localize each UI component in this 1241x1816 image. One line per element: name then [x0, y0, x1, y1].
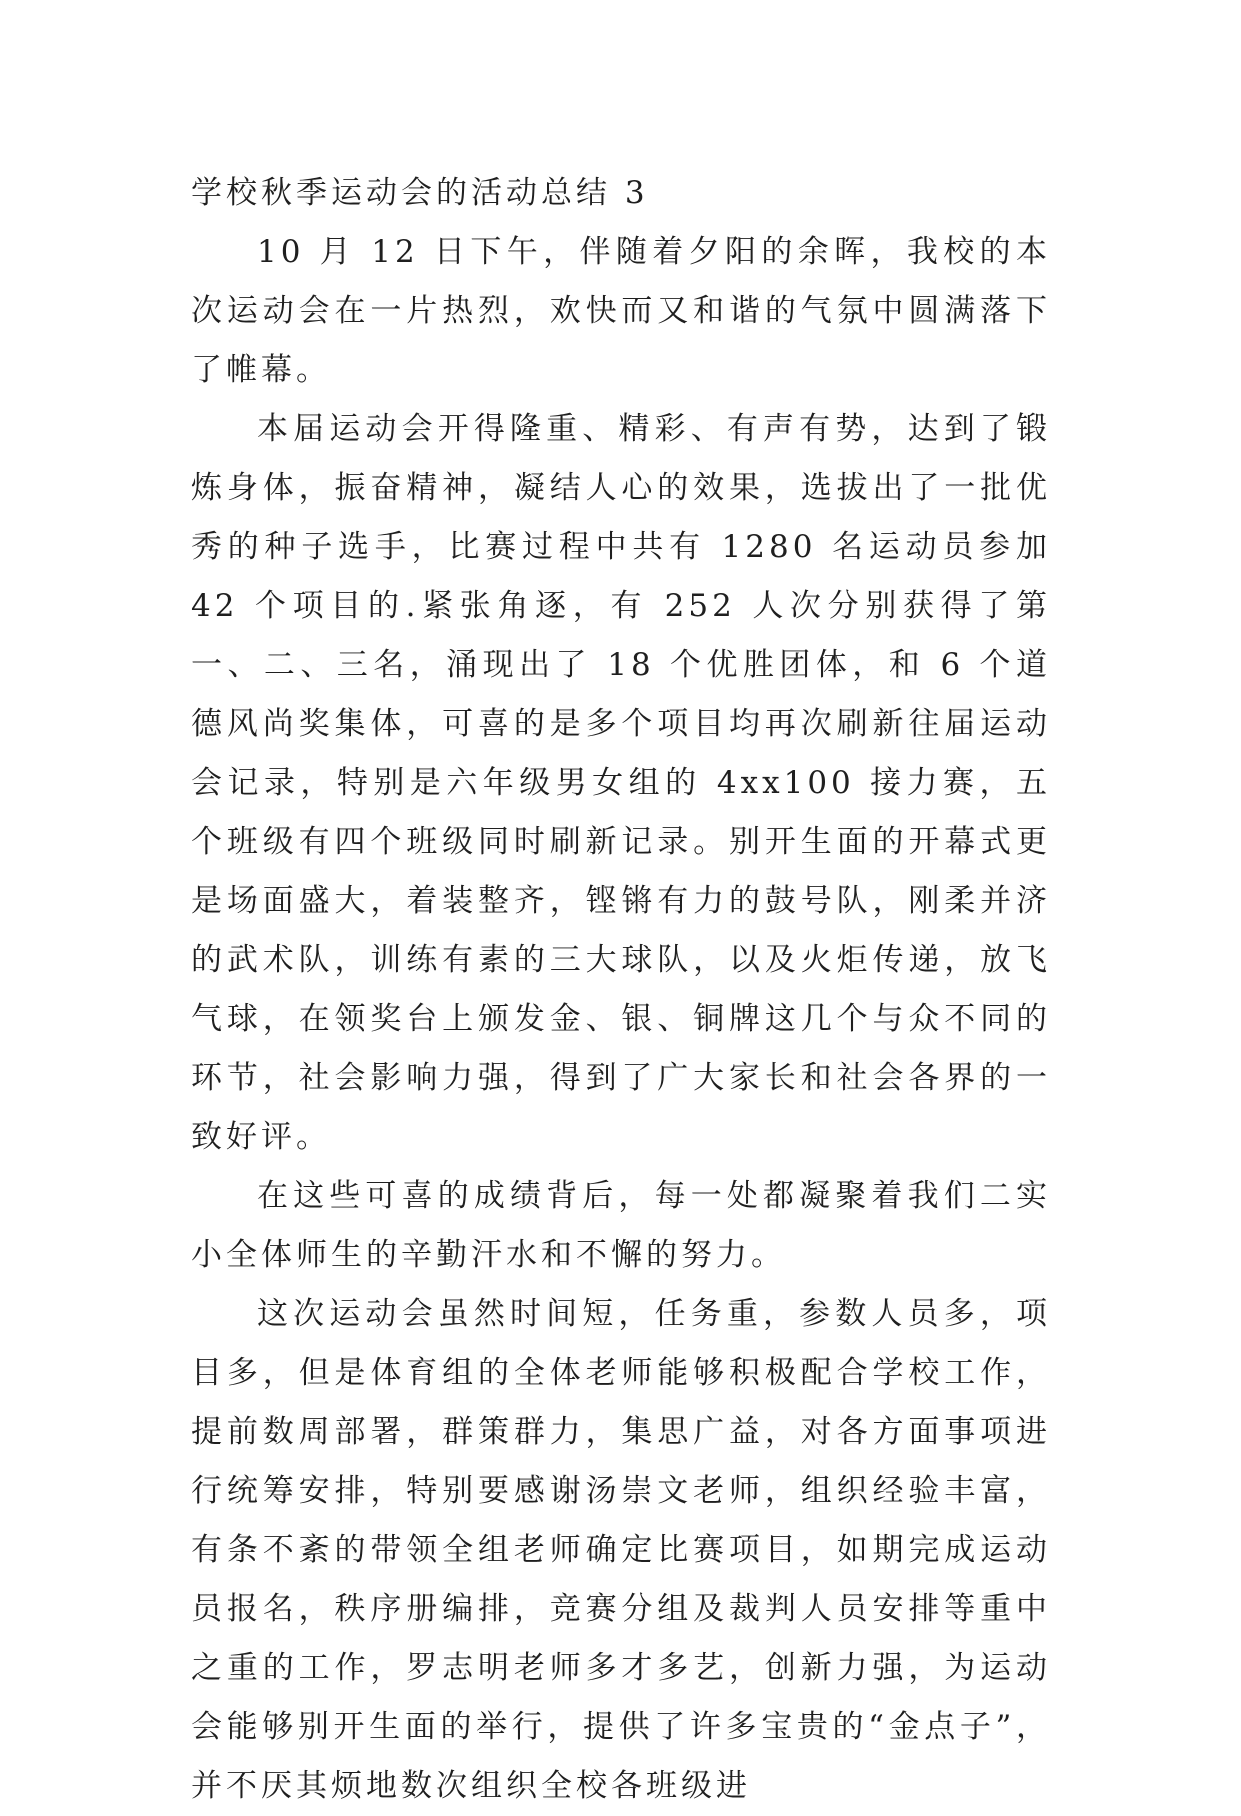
document-title: 学校秋季运动会的活动总结 3 — [191, 175, 649, 211]
paragraph-2: 本届运动会开得隆重、精彩、有声有势，达到了锻炼身体，振奋精神，凝结人心的效果，选拔出了一批优秀的种子选手，比赛过程中共有 1280 名运动员参加 42 个项目的.紧张角逐，有 252 人次分别获得了第一、二、三名，涌现出了 18 个优胜团体，和 6 个道德风尚奖集体，可喜的是多个项目均再次刷新往届运动会记录，特别是六年级男女组的 4xx100 接力赛，五个班级有四个班级同时刷新记录。别开生面的开幕式更是场面盛大，着装整齐，铿锵有力的鼓号队，刚柔并济的武术队，训练有素的三大球队，以及火炬传递，放飞气球，在领奖台上颁发金、银、铜牌这几个与众不同的环节，社会影响力强，得到了广大家长和社会各界的一致好评。 — [191, 411, 1051, 1155]
paragraph-4: 这次运动会虽然时间短，任务重，参数人员多，项目多，但是体育组的全体老师能够积极配合学校工作，提前数周部署，群策群力，集思广益，对各方面事项进行统筹安排，特别要感谢汤崇文老师，组织经验丰富，有条不紊的带领全组老师确定比赛项目，如期完成运动员报名，秩序册编排，竞赛分组及裁判人员安排等重中之重的工作，罗志明老师多才多艺，创新力强，为运动会能够别开生面的举行，提供了许多宝贵的“金点子”，并不厌其烦地数次组织全校各班级进 — [191, 1296, 1051, 1804]
paragraph-3: 在这些可喜的成绩背后，每一处都凝聚着我们二实小全体师生的辛勤汗水和不懈的努力。 — [191, 1178, 1051, 1273]
document-body — [191, 164, 1051, 1816]
paragraph-1: 10 月 12 日下午，伴随着夕阳的余晖，我校的本次运动会在一片热烈，欢快而又和谐的气氛中圆满落下了帷幕。 — [191, 234, 1051, 388]
